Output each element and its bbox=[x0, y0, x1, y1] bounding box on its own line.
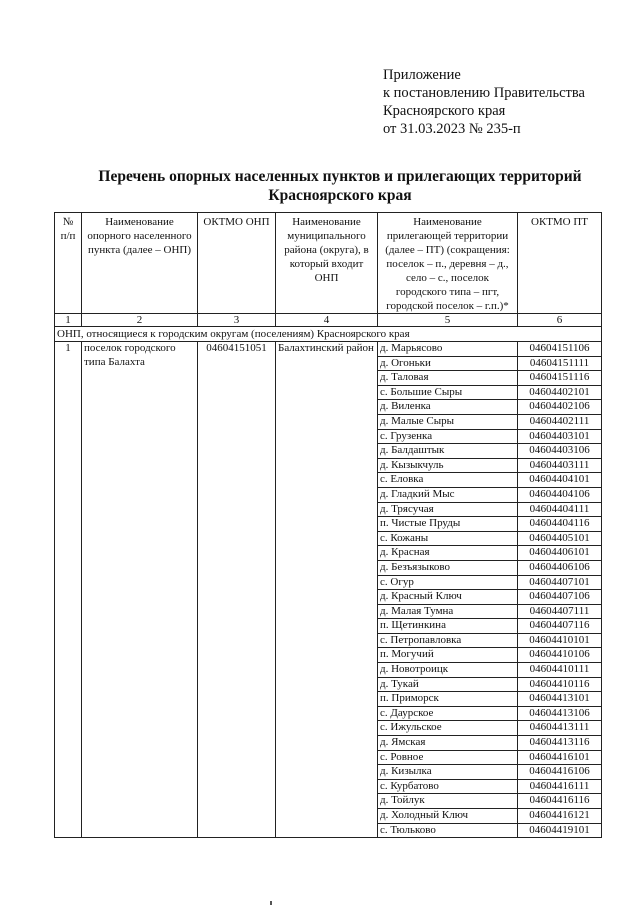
territory-name: д. Марьясово bbox=[378, 342, 518, 357]
territory-oktmo: 04604407111 bbox=[518, 604, 602, 619]
territory-oktmo: 04604413101 bbox=[518, 692, 602, 707]
territory-oktmo: 04604406101 bbox=[518, 546, 602, 561]
territory-oktmo: 04604403106 bbox=[518, 444, 602, 459]
column-number: 1 bbox=[55, 314, 82, 327]
column-number: 4 bbox=[276, 314, 378, 327]
header-onp-name: Наименование опорного населенного пункта (далее – ОНП) bbox=[82, 213, 198, 314]
title-line-1: Перечень опорных населенных пунктов и прилегающих территорий bbox=[98, 168, 582, 185]
territory-oktmo: 04604413111 bbox=[518, 721, 602, 736]
territory-oktmo: 04604413106 bbox=[518, 706, 602, 721]
territory-name: д. Тойлук bbox=[378, 794, 518, 809]
header-number: № п/п bbox=[55, 213, 82, 314]
header-territory-oktmo: ОКТМО ПТ bbox=[518, 213, 602, 314]
territory-name: с. Тюльково bbox=[378, 823, 518, 838]
territory-oktmo: 04604407116 bbox=[518, 619, 602, 634]
territory-name: с. Петропавловка bbox=[378, 633, 518, 648]
territory-name: д. Таловая bbox=[378, 371, 518, 386]
column-number: 6 bbox=[518, 314, 602, 327]
territory-name: д. Малая Тумна bbox=[378, 604, 518, 619]
territory-oktmo: 04604403111 bbox=[518, 458, 602, 473]
appendix-line-4: от 31.03.2023 № 235-п bbox=[383, 121, 521, 137]
territory-oktmo: 04604413116 bbox=[518, 736, 602, 751]
territory-name: с. Грузенка bbox=[378, 429, 518, 444]
territory-oktmo: 04604404106 bbox=[518, 487, 602, 502]
territory-name: д. Трясучая bbox=[378, 502, 518, 517]
territory-name: с. Огур bbox=[378, 575, 518, 590]
territory-oktmo: 04604410101 bbox=[518, 633, 602, 648]
territory-oktmo: 04604402111 bbox=[518, 414, 602, 429]
territory-oktmo: 04604416116 bbox=[518, 794, 602, 809]
section-title: ОНП, относящиеся к городским округам (поселениям) Красноярского края bbox=[55, 327, 602, 342]
territory-oktmo: 04604410116 bbox=[518, 677, 602, 692]
territory-oktmo: 04604404116 bbox=[518, 517, 602, 532]
title-line-2: Красноярского края bbox=[268, 187, 412, 204]
territory-name: п. Приморск bbox=[378, 692, 518, 707]
onp-name: поселок городского типа Балахта bbox=[82, 342, 198, 838]
territory-name: д. Кизылка bbox=[378, 765, 518, 780]
territory-oktmo: 04604416101 bbox=[518, 750, 602, 765]
table-row bbox=[55, 342, 602, 357]
document-title bbox=[60, 167, 620, 205]
territory-name: д. Холодный Ключ bbox=[378, 809, 518, 824]
territory-oktmo: 04604419101 bbox=[518, 823, 602, 838]
territory-oktmo: 04604416121 bbox=[518, 809, 602, 824]
territory-name: д. Красная bbox=[378, 546, 518, 561]
territory-name: с. Даурское bbox=[378, 706, 518, 721]
territory-name: д. Гладкий Мыс bbox=[378, 487, 518, 502]
territory-oktmo: 04604151111 bbox=[518, 356, 602, 371]
territory-name: с. Ровное bbox=[378, 750, 518, 765]
territory-name: д. Ямская bbox=[378, 736, 518, 751]
table-header-row bbox=[55, 213, 602, 314]
territory-oktmo: 04604406106 bbox=[518, 560, 602, 575]
appendix-block bbox=[383, 66, 585, 138]
territory-name: д. Безъязыково bbox=[378, 560, 518, 575]
territory-name: д. Малые Сыры bbox=[378, 414, 518, 429]
territory-oktmo: 04604405101 bbox=[518, 531, 602, 546]
territory-name: п. Щетинкина bbox=[378, 619, 518, 634]
territory-name: д. Виленка bbox=[378, 400, 518, 415]
territory-name: с. Кожаны bbox=[378, 531, 518, 546]
territory-oktmo: 04604416106 bbox=[518, 765, 602, 780]
column-number: 2 bbox=[82, 314, 198, 327]
territory-name: с. Еловка bbox=[378, 473, 518, 488]
column-number-row bbox=[55, 314, 602, 327]
territory-oktmo: 04604410111 bbox=[518, 663, 602, 678]
settlements-table bbox=[54, 212, 602, 838]
onp-oktmo: 04604151051 bbox=[198, 342, 276, 838]
territory-name: д. Новотроицк bbox=[378, 663, 518, 678]
territory-name: д. Огоньки bbox=[378, 356, 518, 371]
district-name: Балахтинский район bbox=[276, 342, 378, 838]
territory-oktmo: 04604403101 bbox=[518, 429, 602, 444]
territory-name: п. Могучий bbox=[378, 648, 518, 663]
territory-name: д. Тукай bbox=[378, 677, 518, 692]
section-row bbox=[55, 327, 602, 342]
territory-name: с. Ижульское bbox=[378, 721, 518, 736]
territory-oktmo: 04604407106 bbox=[518, 590, 602, 605]
territory-oktmo: 04604407101 bbox=[518, 575, 602, 590]
territory-oktmo: 04604151116 bbox=[518, 371, 602, 386]
territory-oktmo: 04604410106 bbox=[518, 648, 602, 663]
territory-name: с. Курбатово bbox=[378, 779, 518, 794]
territory-oktmo: 04604416111 bbox=[518, 779, 602, 794]
territory-name: п. Чистые Пруды bbox=[378, 517, 518, 532]
entry-number: 1 bbox=[55, 342, 82, 838]
territory-name: д. Балдаштык bbox=[378, 444, 518, 459]
territory-oktmo: 04604402101 bbox=[518, 385, 602, 400]
territory-oktmo: 04604404101 bbox=[518, 473, 602, 488]
territory-name: д. Красный Ключ bbox=[378, 590, 518, 605]
column-number: 3 bbox=[198, 314, 276, 327]
territory-oktmo: 04604404111 bbox=[518, 502, 602, 517]
appendix-line-2: к постановлению Правительства bbox=[383, 85, 585, 101]
territory-name: д. Кызыкчуль bbox=[378, 458, 518, 473]
header-onp-oktmo: ОКТМО ОНП bbox=[198, 213, 276, 314]
territory-oktmo: 04604151106 bbox=[518, 342, 602, 357]
header-territory-name: Наименование прилегающей территории (далее – ПТ) (сокращения: поселок – п., деревня – д., село – с., поселок городского типа – пгт, городской поселок – г.п.)* bbox=[378, 213, 518, 314]
header-district: Наименование муниципального района (округа), в который входит ОНП bbox=[276, 213, 378, 314]
column-number: 5 bbox=[378, 314, 518, 327]
territory-oktmo: 04604402106 bbox=[518, 400, 602, 415]
territory-name: с. Большие Сыры bbox=[378, 385, 518, 400]
scan-mark bbox=[270, 901, 272, 905]
appendix-line-3: Красноярского края bbox=[383, 103, 506, 119]
appendix-line-1: Приложение bbox=[383, 67, 461, 83]
